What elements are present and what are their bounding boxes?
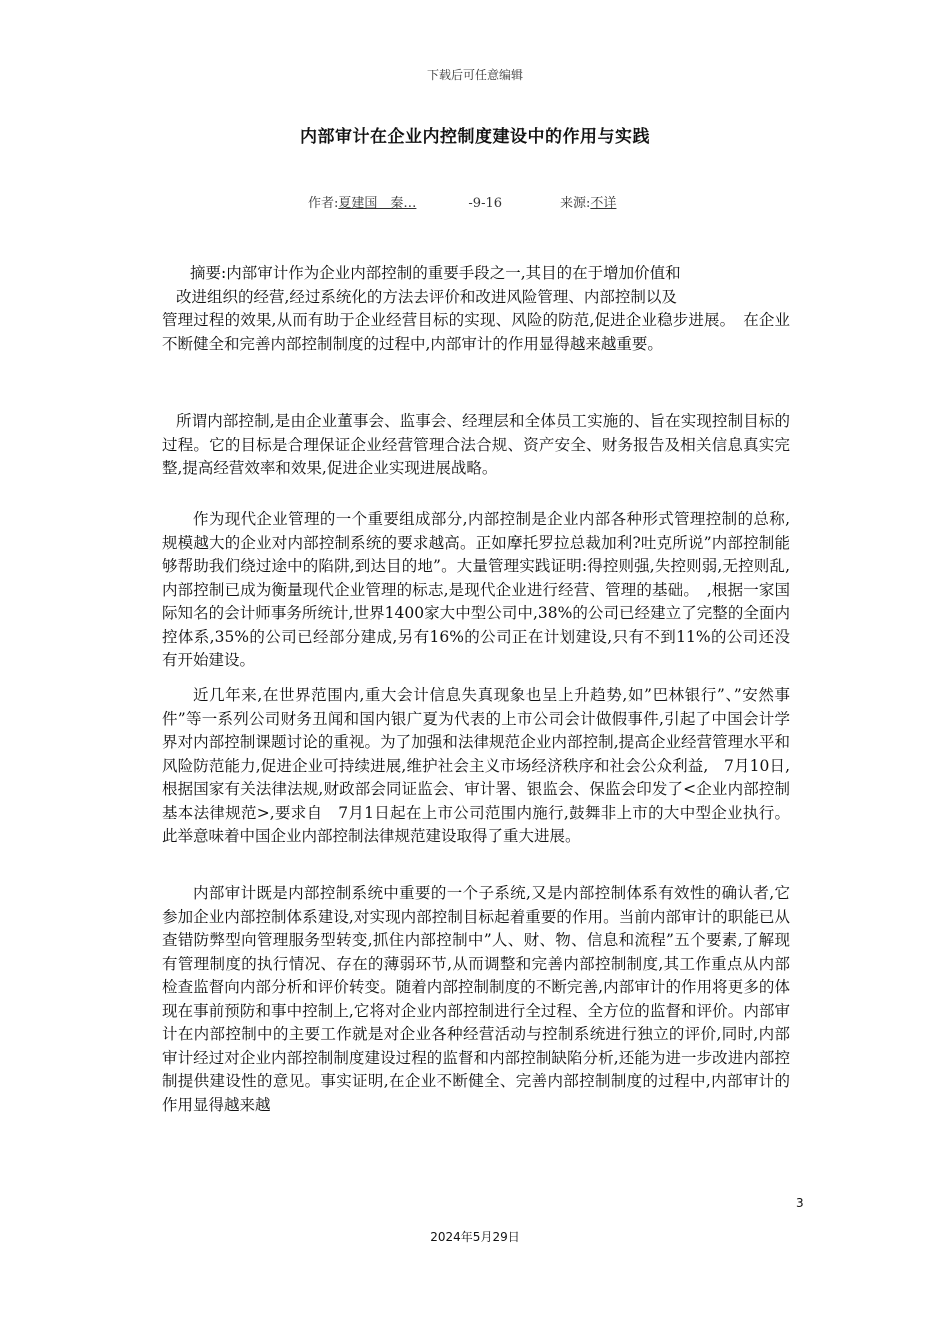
paragraph-audit-role: 内部审计既是内部控制系统中重要的一个子系统,又是内部控制体系有效性的确认者,它参加企业内部控制体系建设,对实现内部控制目标起着重要的作用。当前内部审计的职能已从查错防弊型向管理服务型转变,抓住内部控制中”人、财、物、信息和流程”五个要素,了解现有管理制度的执行情况、存在的薄弱环节,从而调整和完善内部控制制度,其工作重点从内部检查监督向内部分析和评价转变。随着内部控制制度的不断完善,内部审计的作用将更多的体现在事前预防和事中控制上,它将对企业内部控制进行全过程、全方位的监督和评价。内部审计在内部控制中的主要工作就是对企业各种经营活动与控制系统进行独立的评价,同时,内部审计经过对企业内部控制制度建设过程的监督和内部控制缺陷分析,还能为进一步改进内部控制提供建设性的意见。事实证明,在企业不断健全、完善内部控制制度的过程中,内部审计的作用显得越来越: [162, 884, 790, 1114]
abstract: [162, 262, 790, 356]
publish-date: -9-16: [468, 196, 503, 211]
source-label: 来源:: [560, 196, 591, 211]
paragraph-internal-control-definition: 所谓内部控制,是由企业董事会、监事会、经理层和全体员工实施的、旨在实现控制目标的过程。它的目标是合理保证企业经营管理合法合规、资产安全、财务报告及相关信息真实完整,提高经营效率和效果,促进企业实现进展战略。: [162, 412, 790, 477]
footer-date: 2024年5月29日: [430, 1230, 520, 1244]
source-link[interactable]: 不详: [590, 196, 617, 211]
header-note: 下载后可任意编辑: [426, 68, 523, 82]
article-meta: [308, 192, 616, 211]
page-number: 3: [796, 1196, 804, 1210]
author-link[interactable]: 夏建国 秦…: [338, 196, 417, 211]
abstract-line-2: 改进组织的经营,经过系统化的方法去评价和改进风险管理、内部控制以及: [176, 287, 677, 306]
article-title: 内部审计在企业内控制度建设中的作用与实践: [300, 127, 650, 147]
author-label: 作者:: [308, 196, 339, 211]
paragraph-management-importance: 作为现代企业管理的一个重要组成部分,内部控制是企业内部各种形式管理控制的总称,规模越大的企业对内部控制系统的要求越高。正如摩托罗拉总裁加利?吐克所说”内部控制能够帮助我们绕过途中的陷阱,到达目的地”。大量管理实践证明:得控则强,失控则弱,无控则乱,内部控制已成为衡量现代企业管理的标志,是现代企业进行经营、管理的基础。 ,根据一家国际知名的会计师事务所统计,世界1400家大中型公司中,38%的公司已经建立了完整的全面内控体系,35%的公司已经部分建成,另有16%的公司正在计划建设,只有不到11%的公司还没有开始建设。: [162, 510, 790, 669]
paragraph-recent-scandals: 近几年来,在世界范围内,重大会计信息失真现象也呈上升趋势,如”巴林银行”、”安然事件”等一系列公司财务丑闻和国内银广夏为代表的上市公司会计做假事件,引起了中国会计学界对内部控制课题讨论的重视。为了加强和法律规范企业内部控制,提高企业经营管理水平和风险防范能力,促进企业可持续进展,维护社会主义市场经济秩序和社会公众利益, 7月10日,根据国家有关法律法规,财政部会同证监会、审计署、银监会、保监会印发了<企业内部控制基本法律规范>,要求自 7月1日起在上市公司范围内施行,鼓舞非上市的大中型企业执行。此举意味着中国企业内部控制法律规范建设取得了重大进展。: [162, 686, 790, 845]
abstract-rest: 管理过程的效果,从而有助于企业经营目标的实现、风险的防范,促进企业稳步进展。 在企业不断健全和完善内部控制制度的过程中,内部审计的作用显得越来越重要。: [162, 311, 790, 353]
abstract-line-1: 摘要:内部审计作为企业内部控制的重要手段之一,其目的在于增加价值和: [190, 264, 681, 282]
